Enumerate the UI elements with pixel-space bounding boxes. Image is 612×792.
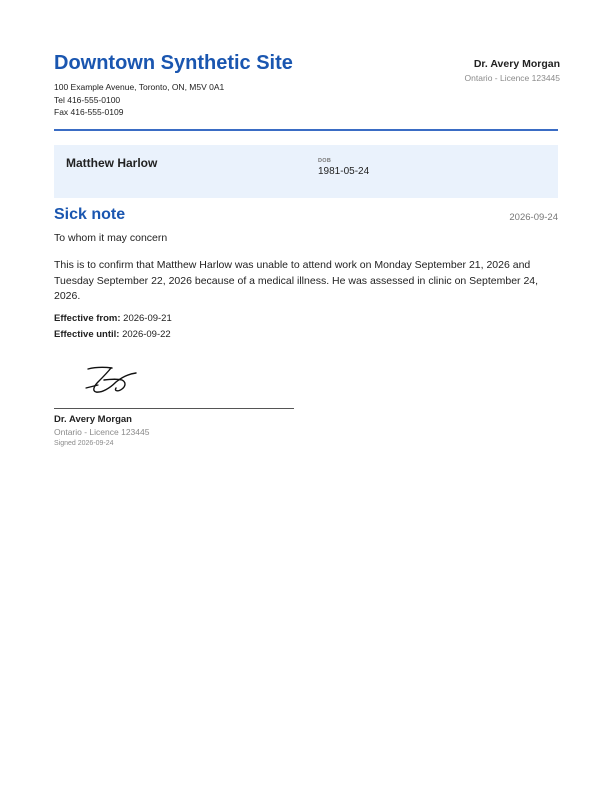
effective-from bbox=[54, 313, 172, 324]
effective-from-value: 2026-09-21 bbox=[123, 313, 172, 324]
clinic-contact bbox=[54, 81, 224, 119]
clinic-name: Downtown Synthetic Site bbox=[54, 52, 293, 74]
clinic-address: 100 Example Avenue, Toronto, ON, M5V 0A1 bbox=[54, 82, 225, 92]
letterhead bbox=[54, 52, 558, 130]
dob-value: 1981-05-24 bbox=[318, 166, 370, 177]
header-divider bbox=[54, 129, 558, 131]
note-date: 2026-09-24 bbox=[509, 212, 558, 223]
patient-info-panel bbox=[54, 145, 558, 198]
effective-from-label: Effective from: bbox=[54, 313, 121, 324]
dob-label: DOB bbox=[318, 158, 332, 164]
doctor-licence: Ontario - Licence 123445 bbox=[464, 73, 560, 83]
doctor-name: Dr. Avery Morgan bbox=[473, 58, 560, 70]
salutation: To whom it may concern bbox=[54, 232, 168, 244]
patient-name: Matthew Harlow bbox=[66, 156, 158, 170]
note-body: This is to confirm that Matthew Harlow was unable to attend work on Monday September 21, 2026 and Tuesday September 22, 2026 because of a medical illness. He was assessed in clinic on September 24, 2026. bbox=[54, 259, 539, 302]
signed-date: Signed 2026-09-24 bbox=[54, 440, 114, 447]
clinic-tel: Tel 416-555-0100 bbox=[54, 94, 121, 105]
clinic-fax: Fax 416-555-0109 bbox=[54, 107, 124, 117]
signatory-name: Dr. Avery Morgan bbox=[54, 414, 132, 425]
effective-until bbox=[54, 329, 171, 340]
effective-until-label: Effective until: bbox=[54, 329, 120, 340]
handwritten-signature bbox=[82, 358, 142, 398]
sick-note-document bbox=[54, 52, 560, 447]
note-title: Sick note bbox=[54, 206, 126, 223]
signature-line bbox=[54, 408, 294, 409]
doctor-header bbox=[465, 58, 560, 83]
signatory-licence: Ontario - Licence 123445 bbox=[54, 427, 150, 437]
effective-until-value: 2026-09-22 bbox=[122, 329, 171, 340]
